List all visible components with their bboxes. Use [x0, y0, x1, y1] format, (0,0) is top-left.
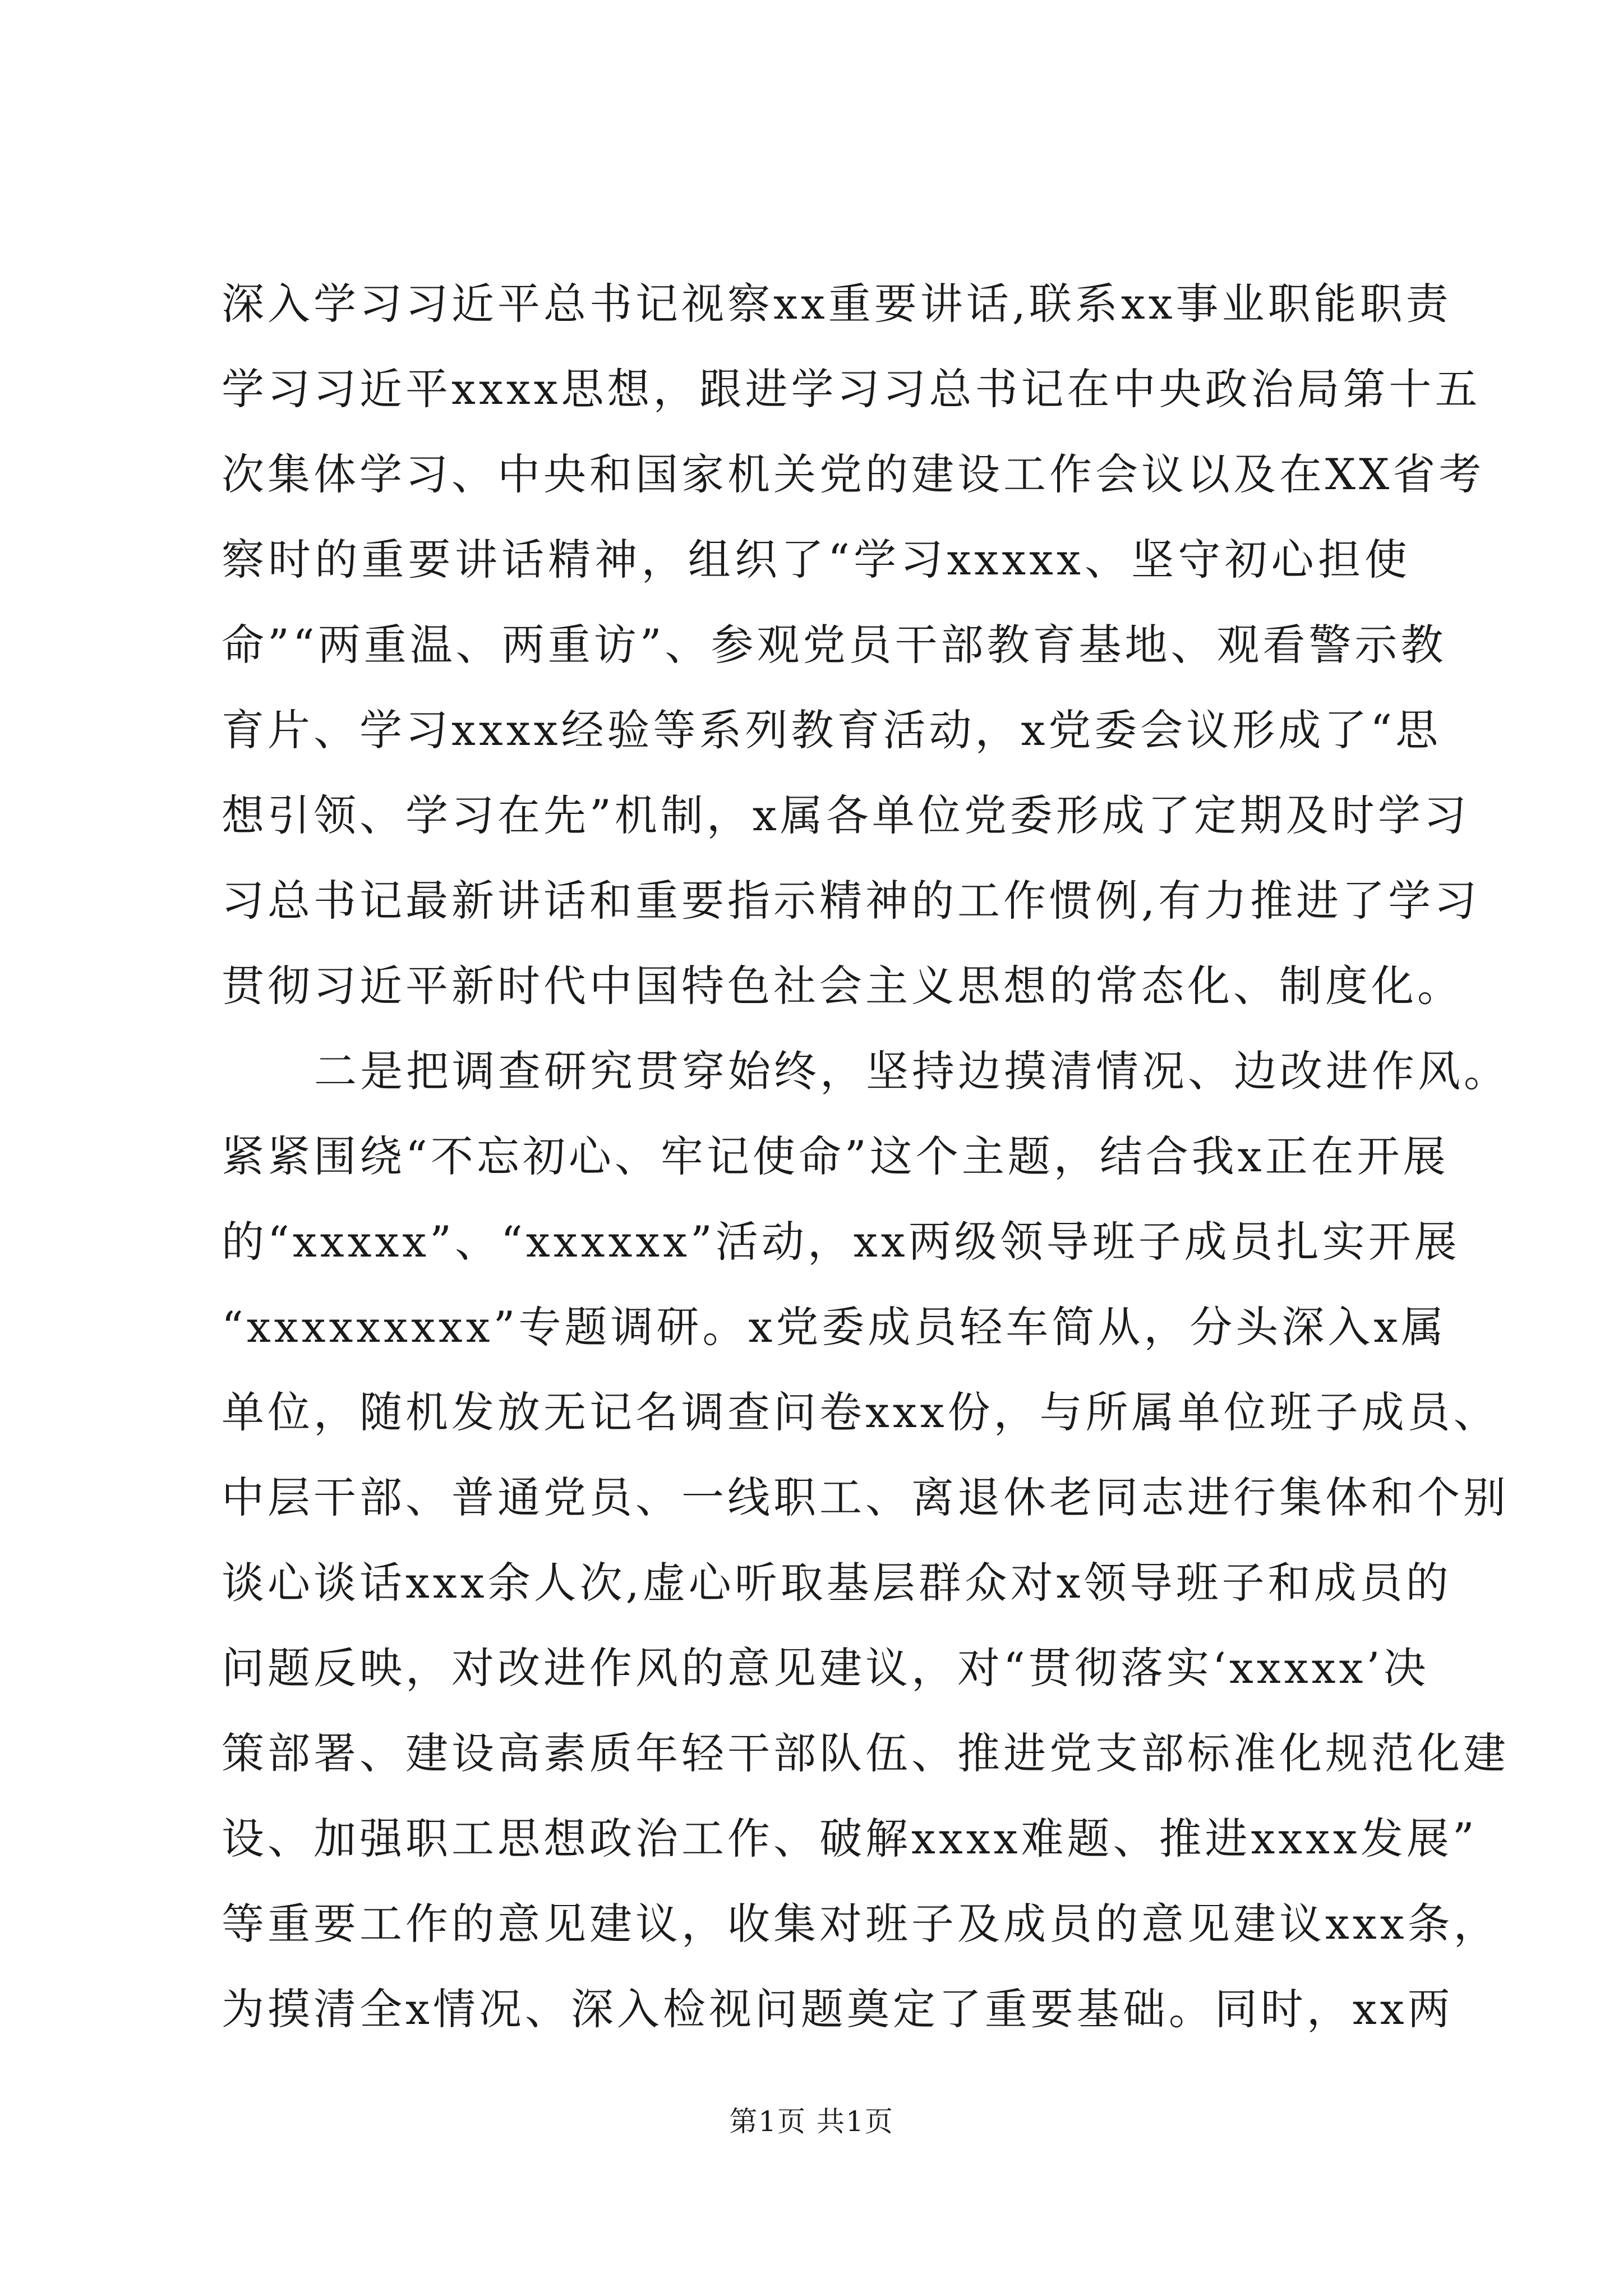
body-line: 紧紧围绕“不忘初心、牢记使命”这个主题，结合我x正在开展 [222, 1131, 1449, 1181]
body-line: 命”“两重温、两重访”、参观党员干部教育基地、观看警示教 [222, 620, 1447, 670]
body-line: 贯彻习近平新时代中国特色社会主义思想的常态化、制度化。 [222, 961, 1463, 1011]
body-line: 问题反映，对改进作风的意见建议，对“贯彻落实‘xxxxx’决 [222, 1643, 1430, 1693]
body-line: 为摸清全x情况、深入检视问题奠定了重要基础。同时，xx两 [222, 1984, 1454, 2034]
page-number-label: 第1页 共1页 [729, 2105, 894, 2138]
document-body [222, 261, 1510, 2052]
body-line: 习总书记最新讲话和重要指示精神的工作惯例,有力推进了学习 [222, 876, 1481, 926]
body-line: 中层干部、普通党员、一线职工、离退休老同志进行集体和个别 [222, 1473, 1509, 1522]
page-footer [0, 2099, 1623, 2139]
body-line: 察时的重要讲话精神，组织了“学习xxxxx、坚守初心担使 [222, 535, 1410, 585]
body-line: 深入学习习近平总书记视察xx重要讲话,联系xx事业职能职责 [222, 279, 1452, 329]
body-line: 策部署、建设高素质年轻干部队伍、推进党支部标准化规范化建 [222, 1728, 1509, 1778]
body-line: 育片、学习xxxx经验等系列教育活动，x党委会议形成了“思 [222, 705, 1442, 755]
body-line: 次集体学习、中央和国家机关党的建设工作会议以及在XX省考 [222, 449, 1485, 499]
body-line: 二是把调查研究贯穿始终，坚持边摸清情况、边改进作风。 [314, 1046, 1510, 1096]
body-line: 的“xxxxx”、“xxxxxx”活动，xx两级领导班子成员扎实开展 [222, 1217, 1460, 1267]
body-line: “xxxxxxxxx”专题调研。x党委成员轻车简从，分头深入x属 [222, 1302, 1447, 1352]
body-line: 学习习近平xxxx思想，跟进学习习总书记在中央政治局第十五 [222, 364, 1481, 414]
body-line: 谈心谈话xxx余人次,虚心听取基层群众对x领导班子和成员的 [222, 1558, 1452, 1608]
body-line: 单位，随机发放无记名调查问卷xxx份，与所属单位班子成员、 [222, 1387, 1500, 1437]
body-line: 等重要工作的意见建议，收集对班子及成员的意见建议xxx条， [222, 1899, 1500, 1949]
body-line: 想引领、学习在先”机制，x属各单位党委形成了定期及时学习 [222, 790, 1470, 840]
body-line: 设、加强职工思想政治工作、破解xxxx难题、推进xxxx发展” [222, 1814, 1478, 1864]
